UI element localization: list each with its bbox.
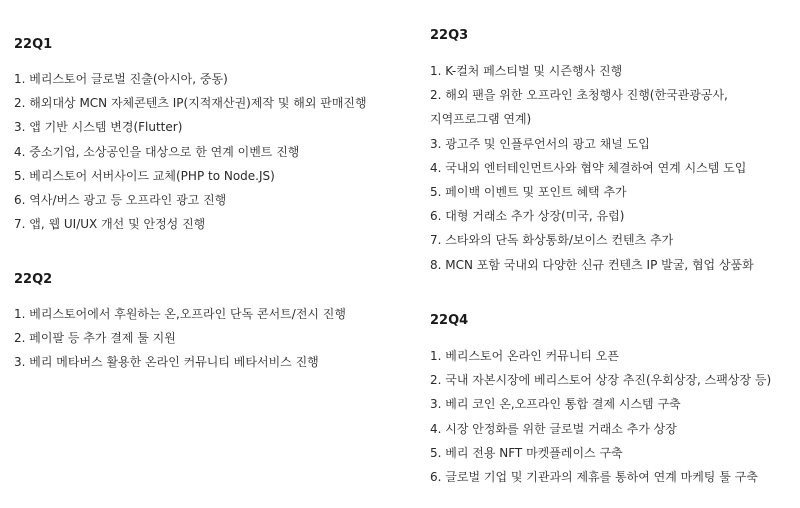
list-item: 3. 앱 기반 시스템 변경(Flutter) xyxy=(14,120,183,135)
list-item: 1. 베리스토어에서 후원하는 온,오프라인 단독 콘서트/전시 진행 xyxy=(14,307,346,321)
quarter-item-list xyxy=(430,344,792,489)
list-item-continuation: 지역프로그램 연계) xyxy=(430,112,532,127)
quarter-title: 22Q2 xyxy=(14,272,53,287)
list-item: 3. 광고주 및 인플루언서의 광고 채널 도입 xyxy=(430,136,650,151)
list-item: 7. 앱, 웹 UI/UX 개선 및 안정성 진행 xyxy=(14,217,206,232)
list-item: 1. 베리스토어 글로벌 진출(아시아, 중동) xyxy=(14,72,228,86)
list-item: 2. 국내 자본시장에 베리스토어 상장 추진(우회상장, 스팩상장 등) xyxy=(430,373,772,388)
list-item: 6. 대형 거래소 추가 상장(미국, 유럽) xyxy=(430,209,625,224)
list-item: 2. 해외 팬을 위한 오프라인 초청행사 진행(한국관광공사, xyxy=(430,88,728,103)
list-item: 6. 글로벌 기업 및 기관과의 제휴를 통하여 연계 마케팅 툴 구축 xyxy=(430,470,758,485)
list-item: 6. 역사/버스 광고 등 오프라인 광고 진행 xyxy=(14,193,227,208)
list-item: 4. 국내외 엔터테인먼트사와 협약 체결하여 연계 시스템 도입 xyxy=(430,160,747,175)
quarter-item-list xyxy=(430,59,792,277)
list-item: 2. 페이팔 등 추가 결제 툴 지원 xyxy=(14,331,176,346)
list-item: 5. 페이백 이벤트 및 포인트 혜택 추가 xyxy=(430,185,627,200)
list-item: 4. 중소기업, 소상공인을 대상으로 한 연계 이벤트 진행 xyxy=(14,144,300,159)
list-item: 3. 베리 코인 온,오프라인 통합 결제 시스템 구축 xyxy=(430,397,681,412)
list-item: 5. 베리스토어 서버사이드 교체(PHP to Node.JS) xyxy=(14,168,275,183)
list-item: 1. 베리스토어 온라인 커뮤니티 오픈 xyxy=(430,349,619,363)
quarter-title: 22Q4 xyxy=(430,313,469,328)
list-item: 8. MCN 포함 국내외 다양한 신규 컨텐츠 IP 발굴, 협업 상품화 xyxy=(430,257,754,272)
quarter-title: 22Q3 xyxy=(430,28,469,43)
list-item: 1. K-컬처 페스티벌 및 시즌행사 진행 xyxy=(430,64,623,78)
list-item: 7. 스타와의 단독 화상통화/보이스 컨텐츠 추가 xyxy=(430,233,674,248)
quarter-22q3 xyxy=(430,26,792,277)
quarter-22q4 xyxy=(430,311,792,489)
list-item: 3. 베리 메타버스 활용한 온라인 커뮤니티 베타서비스 진행 xyxy=(14,355,319,370)
list-item: 2. 해외대상 MCN 자체콘텐츠 IP(지적재산권)제작 및 해외 판매진행 xyxy=(14,96,367,111)
quarter-22q1 xyxy=(14,35,404,236)
quarter-title: 22Q1 xyxy=(14,37,53,52)
list-item: 5. 베리 전용 NFT 마켓플레이스 구축 xyxy=(430,445,623,460)
list-item: 4. 시장 안정화를 위한 글로벌 거래소 추가 상장 xyxy=(430,421,677,436)
quarter-item-list xyxy=(14,67,404,236)
quarter-item-list xyxy=(14,302,404,375)
quarter-22q2 xyxy=(14,270,404,375)
